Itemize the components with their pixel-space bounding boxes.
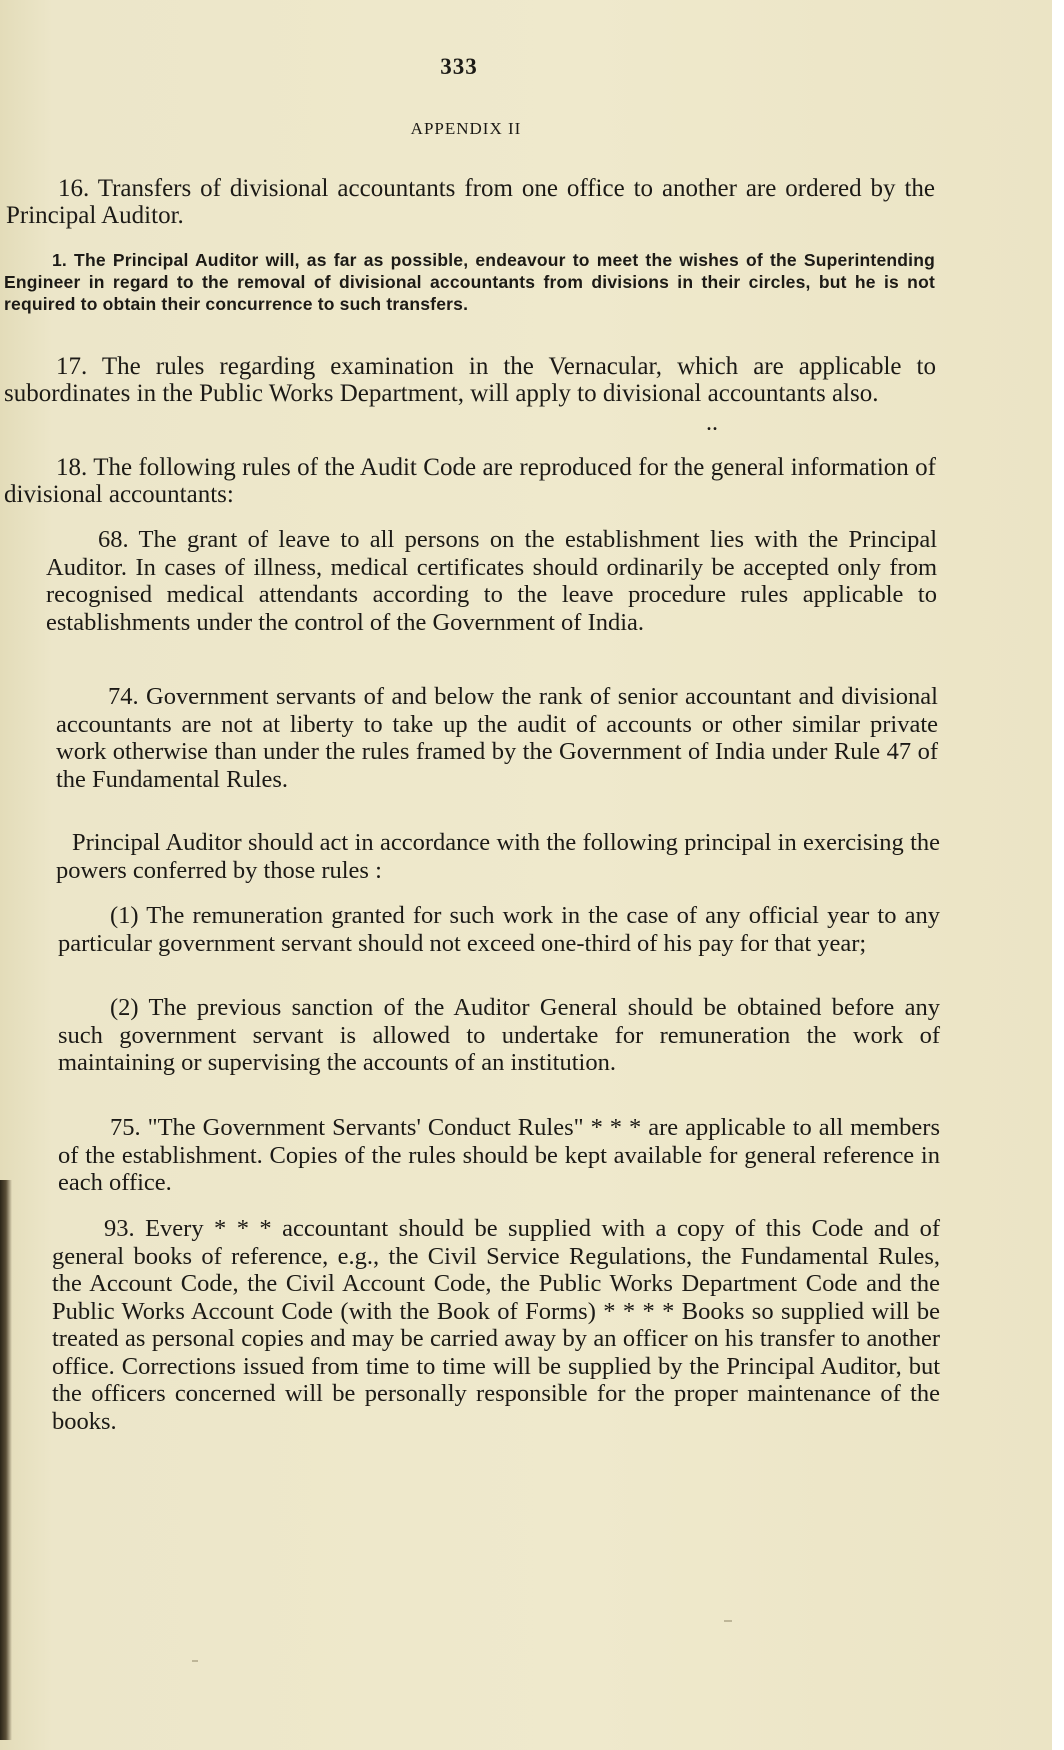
paragraph-16: 16. Transfers of divisional accountants from one office to another are ordered by the Principal Auditor.: [6, 175, 935, 229]
rule-74-principal-note: Principal Auditor should act in accordance with the following principal in exercising the powers conferred by those rules :: [56, 829, 940, 884]
rule-93: 93. Every * * * accountant should be supplied with a copy of this Code and of general books of reference, e.g., the Civil Service Regulations, the Fundamental Rules, the Account Code, the Civil Account Code, the Public Works Department Code and the Public Works Account Code (with the Book of Forms) * * * * Books so supplied will be treated as personal copies and may be carried away by an officer on his transfer to another office. Corrections issued from time to time will be supplied by the Principal Auditor, but the officers concerned will be personally responsible for the proper maintenance of the books.: [52, 1215, 940, 1435]
rule-74-clause-2: (2) The previous sanction of the Auditor General should be obtained before any such government servant is allowed to undertake for remuneration the work of maintaining or supervising the accounts of an institution.: [58, 994, 940, 1076]
scan-speck: [192, 1660, 198, 1662]
rule-68: 68. The grant of leave to all persons on the establishment lies with the Principal Auditor. In cases of illness, medical certificates should ordinarily be accepted only from recognised medical attendants according to the leave procedure rules applicable to establishments under the control of the Government of India.: [46, 526, 937, 636]
footnote-1: 1. The Principal Auditor will, as far as possible, endeavour to meet the wishes of the Superintending Engineer in regard to the removal of divisional accountants from divisions in their circles, but he is not required to obtain their concurrence to such transfers.: [4, 250, 935, 314]
rule-74-clause-1: (1) The remuneration granted for such work in the case of any official year to any particular government servant should not exceed one-third of his pay for that year;: [58, 902, 940, 957]
page-number: 333: [440, 54, 478, 79]
binding-shadow: [0, 1180, 12, 1740]
ellipsis-dots: ..: [706, 410, 718, 436]
rule-74: 74. Government servants of and below the rank of senior accountant and divisional accountants are not at liberty to take up the audit of accounts or other similar private work otherwise than under the rules framed by the Government of India under Rule 47 of the Fundamental Rules.: [56, 683, 938, 793]
paragraph-17: 17. The rules regarding examination in the Vernacular, which are applicable to subordinates in the Public Works Department, will apply to divisional accountants also.: [4, 353, 936, 407]
appendix-heading: APPENDIX II: [410, 119, 522, 138]
page-edge: [1052, 0, 1064, 1750]
scan-speck: [724, 1620, 732, 1622]
rule-75: 75. "The Government Servants' Conduct Rules" * * * are applicable to all members of the establishment. Copies of the rules should be kept available for general reference in each office.: [58, 1114, 940, 1196]
paragraph-18: 18. The following rules of the Audit Code are reproduced for the general information of divisional accountants:: [4, 454, 936, 508]
